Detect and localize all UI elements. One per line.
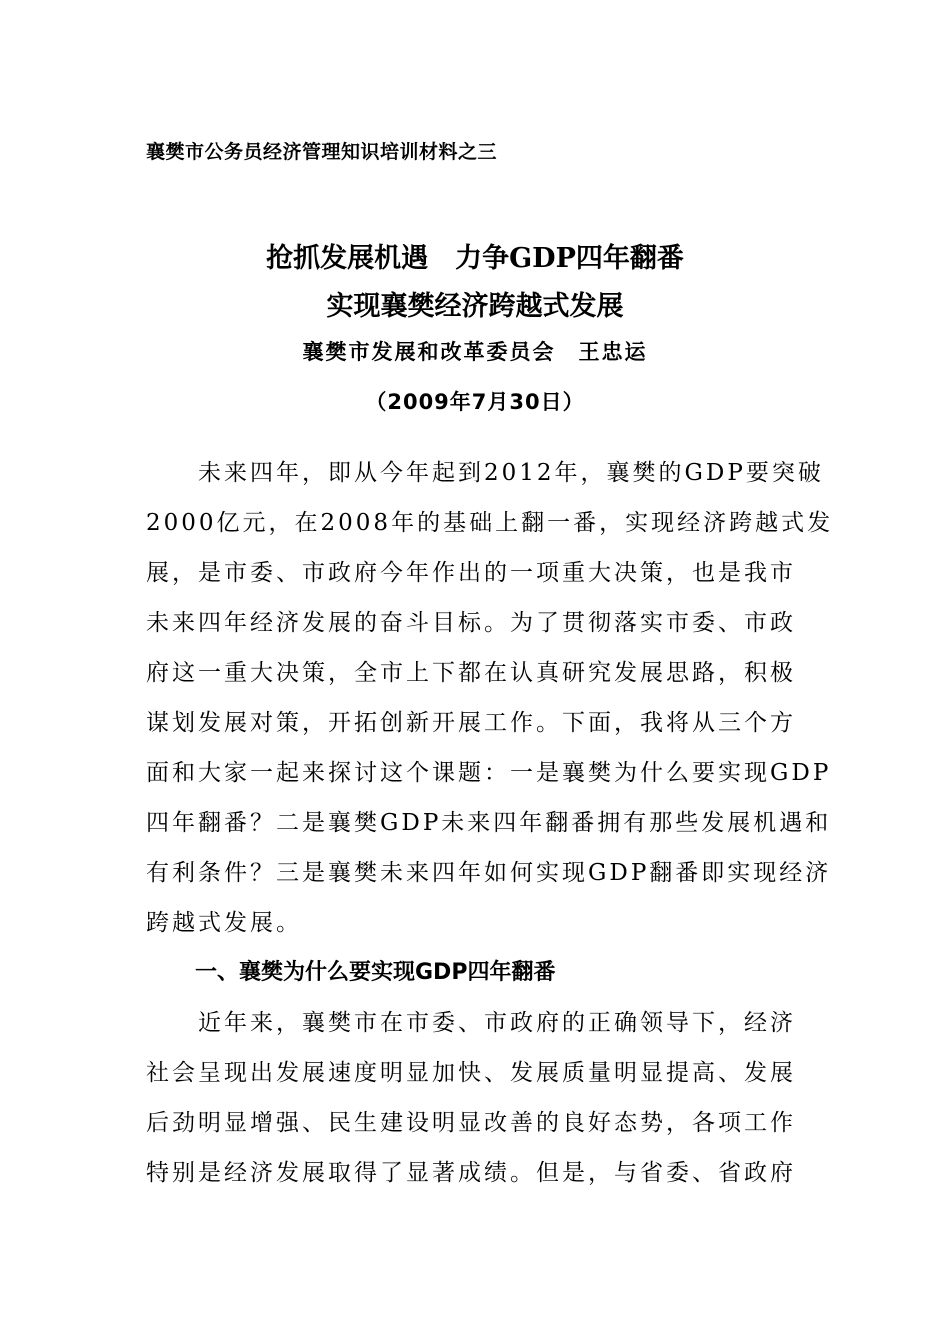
paragraph-1-line: 2000亿元，在2008年的基础上翻一番，实现经济跨越式发 — [146, 510, 834, 536]
paragraph-2-line: 社会呈现出发展速度明显加快、发展质量明显提高、发展 — [146, 1060, 796, 1086]
paragraph-1-line: 谋划发展对策，开拓创新开展工作。下面，我将从三个方 — [146, 710, 796, 736]
document-title-line-1: 抢抓发展机遇 力争GDP四年翻番 — [266, 243, 684, 274]
paragraph-1-line: 跨越式发展。 — [146, 910, 302, 936]
document-title-line-2: 实现襄樊经济跨越式发展 — [326, 291, 624, 322]
section-heading: 一、襄樊为什么要实现GDP四年翻番 — [195, 960, 556, 985]
paragraph-1-line: 展，是市委、市政府今年作出的一项重大决策，也是我市 — [146, 560, 796, 586]
series-label: 襄樊市公务员经济管理知识培训材料之三 — [146, 141, 498, 163]
paragraph-2-line: 近年来，襄樊市在市委、市政府的正确领导下，经济 — [146, 1010, 796, 1036]
author-line: 襄樊市发展和改革委员会 王忠运 — [302, 340, 648, 364]
paragraph-1-line: 面和大家一起来探讨这个课题：一是襄樊为什么要实现GDP — [146, 760, 832, 786]
paragraph-2-line: 后劲明显增强、民生建设明显改善的良好态势，各项工作 — [146, 1110, 796, 1136]
paragraph-1-line: 有利条件？三是襄樊未来四年如何实现GDP翻番即实现经济 — [146, 860, 832, 886]
paragraph-2-line: 特别是经济发展取得了显著成绩。但是，与省委、省政府 — [146, 1160, 796, 1186]
paragraph-1-line: 未来四年，即从今年起到2012年，襄樊的GDP要突破 — [146, 460, 824, 486]
date-line: （2009年7月30日） — [365, 390, 585, 414]
paragraph-1-line: 四年翻番？二是襄樊GDP未来四年翻番拥有那些发展机遇和 — [146, 810, 832, 836]
paragraph-1-line: 府这一重大决策，全市上下都在认真研究发展思路，积极 — [146, 660, 796, 686]
paragraph-1-line: 未来四年经济发展的奋斗目标。为了贯彻落实市委、市政 — [146, 610, 796, 636]
